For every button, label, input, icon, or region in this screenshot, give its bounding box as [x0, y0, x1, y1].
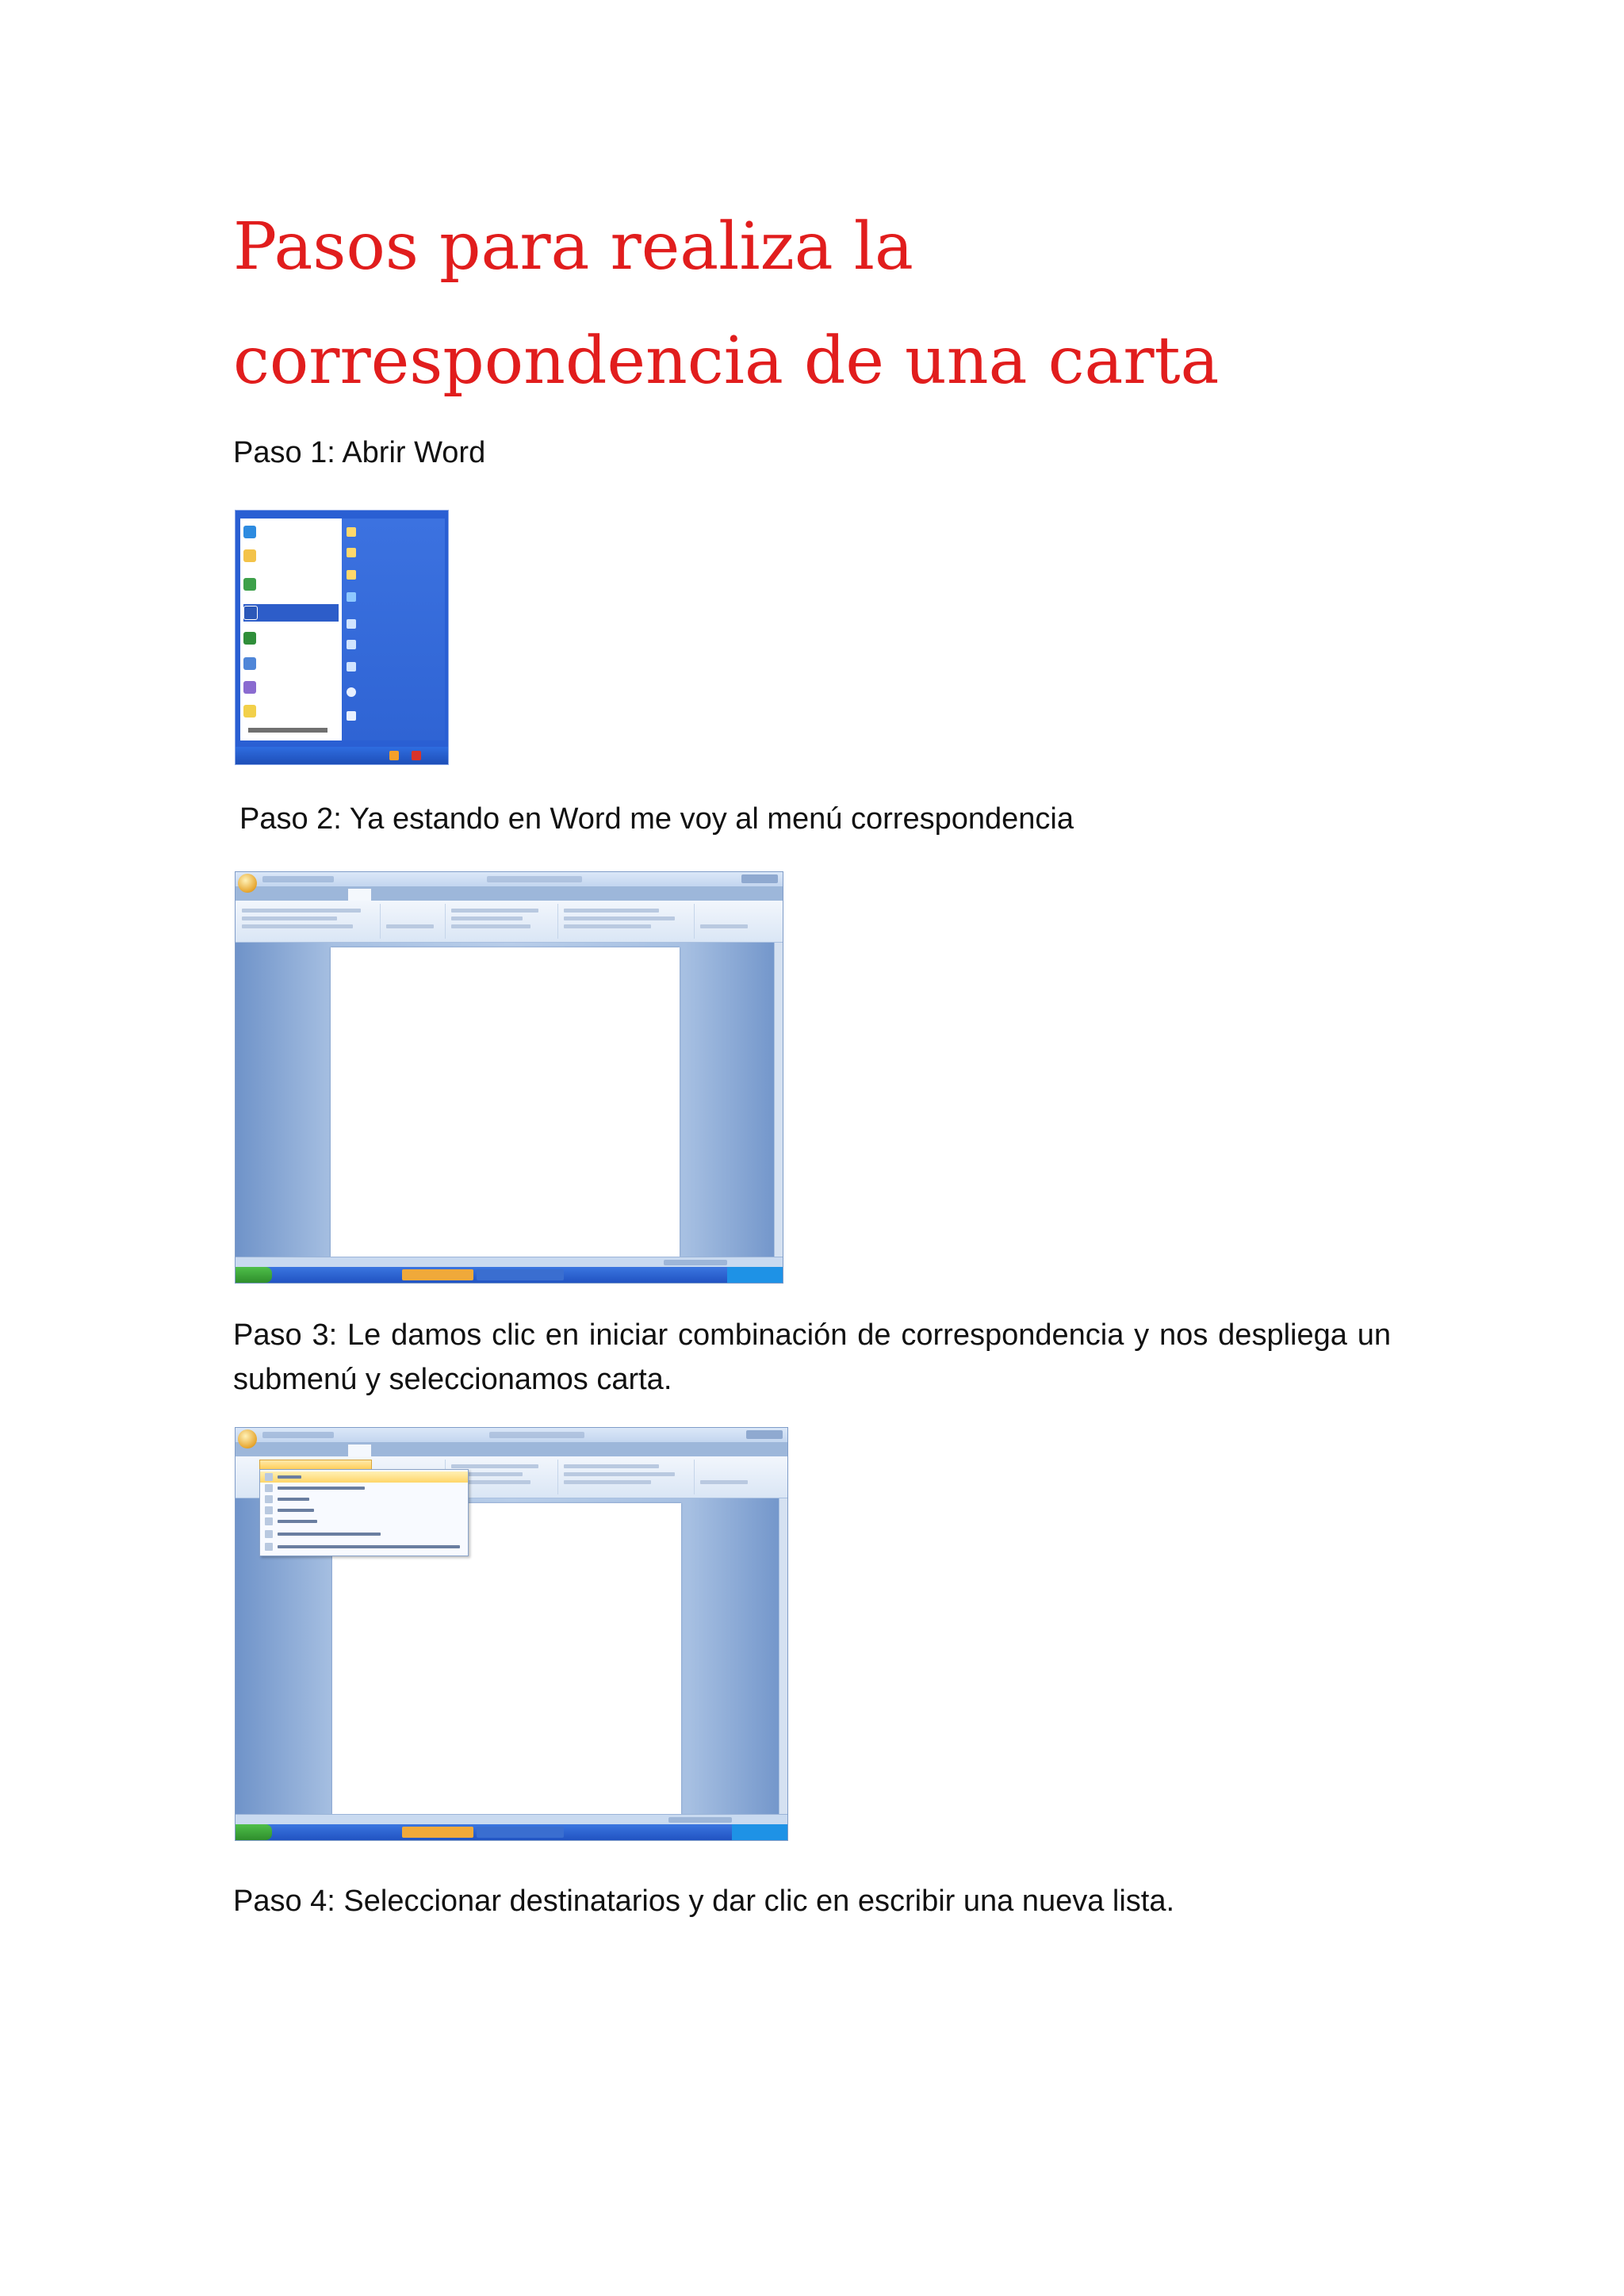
ribbon-group	[695, 904, 775, 939]
start-menu-item	[243, 547, 339, 564]
window-title	[489, 1432, 584, 1438]
vertical-scrollbar	[779, 1498, 787, 1814]
start-menu-item	[243, 629, 339, 647]
letter-icon	[265, 1473, 273, 1481]
ribbon-group	[381, 904, 446, 939]
system-tray	[727, 1267, 783, 1283]
control-panel-icon	[347, 619, 356, 629]
quick-access-toolbar	[262, 1432, 334, 1438]
ribbon-group	[695, 1460, 775, 1494]
taskbar-item	[477, 1269, 564, 1280]
ribbon-tab-correspondencia	[347, 888, 372, 901]
printer-icon	[347, 640, 356, 649]
title-bar	[236, 872, 783, 886]
ribbon-tabs	[262, 1444, 409, 1456]
quick-access-toolbar	[262, 876, 334, 882]
places-item	[347, 590, 440, 604]
vertical-scrollbar	[774, 943, 783, 1257]
start-menu-item	[243, 576, 339, 593]
ribbon-tab-correspondencia	[347, 1444, 372, 1456]
ribbon-tab	[262, 1444, 276, 1456]
places-item	[347, 637, 440, 652]
label-icon	[265, 1506, 273, 1514]
zoom-slider	[668, 1817, 732, 1823]
title-bar	[236, 1428, 787, 1442]
step-1-text: Paso 1: Abrir Word	[233, 436, 486, 469]
zoom-slider	[664, 1260, 727, 1265]
wizard-icon	[265, 1543, 273, 1551]
submenu-item	[260, 1505, 468, 1516]
submenu-item	[260, 1483, 468, 1494]
directory-icon	[265, 1517, 273, 1525]
document-area	[236, 943, 783, 1257]
step-2-text: Paso 2: Ya estando en Word me voy al menú correspondencia	[239, 802, 1074, 836]
window-title	[487, 876, 582, 882]
word-window-screenshot-step2	[235, 871, 783, 1284]
taskbar-item	[402, 1827, 473, 1838]
start-menu-screenshot	[235, 510, 449, 765]
start-menu-item	[243, 702, 339, 720]
start-menu-item	[243, 655, 339, 672]
excel-icon	[243, 632, 256, 645]
normal-document-icon	[265, 1530, 273, 1538]
ribbon-tab	[281, 888, 296, 901]
media-player-icon	[243, 578, 256, 591]
ribbon-tabs	[262, 888, 409, 901]
paint-icon	[243, 705, 256, 718]
step-3-text: Paso 3: Le damos clic en iniciar combinación de correspondencia y nos despliega un submenú y seleccionamos carta.	[233, 1318, 1391, 1396]
office-button-icon	[238, 874, 257, 893]
email-icon	[243, 549, 256, 562]
ribbon-tab	[301, 1444, 320, 1456]
help-icon	[347, 662, 356, 672]
document-title: Pasos para realiza la correspondencia de una carta	[233, 209, 1220, 399]
folder-icon	[347, 527, 356, 537]
envelope-icon	[265, 1495, 273, 1503]
run-icon	[347, 711, 356, 721]
step-4-text: Paso 4: Seleccionar destinatarios y dar clic en escribir una nueva lista.	[233, 1885, 1175, 1918]
files-icon	[243, 681, 256, 694]
window-controls	[741, 874, 778, 883]
ribbon-tab	[325, 1444, 343, 1456]
start-menu-footer	[236, 747, 448, 764]
blank-page	[331, 947, 680, 1257]
system-tray	[732, 1824, 787, 1840]
word-icon	[243, 606, 258, 620]
ribbon-tab	[377, 888, 392, 901]
internet-icon	[243, 526, 256, 538]
start-button	[236, 1267, 272, 1283]
ribbon-tab	[325, 888, 343, 901]
submenu-item-carta	[260, 1471, 468, 1483]
submenu-item	[260, 1516, 468, 1527]
folder-icon	[347, 548, 356, 557]
ribbon-tab	[396, 1444, 409, 1456]
folder-icon	[347, 570, 356, 580]
places-item	[347, 660, 440, 674]
office-button-icon	[238, 1429, 257, 1448]
word-window-screenshot-step3	[235, 1427, 788, 1841]
places-item	[347, 545, 440, 560]
places-item	[347, 709, 440, 723]
start-menu-item-selected	[243, 604, 339, 622]
places-item	[347, 685, 440, 699]
places-item	[347, 568, 440, 582]
start-menu-programs	[240, 519, 342, 740]
log-off-icon	[389, 751, 399, 760]
start-button	[236, 1824, 272, 1840]
ribbon-tab	[301, 888, 320, 901]
windows-taskbar	[236, 1267, 783, 1283]
taskbar-item	[477, 1827, 564, 1838]
places-item	[347, 617, 440, 631]
computer-icon	[347, 592, 356, 602]
window-controls	[746, 1430, 783, 1439]
ribbon	[236, 901, 783, 943]
start-menu-item	[243, 523, 339, 541]
all-programs-label	[248, 728, 327, 733]
ribbon-group	[559, 904, 695, 939]
combinacion-submenu	[259, 1469, 469, 1556]
tour-icon	[243, 657, 256, 670]
ribbon-group	[559, 1460, 695, 1494]
shutdown-icon	[412, 751, 421, 760]
ribbon-group	[237, 904, 381, 939]
taskbar-item	[402, 1269, 473, 1280]
email-icon	[265, 1484, 273, 1492]
submenu-item	[260, 1541, 468, 1552]
ribbon-tab	[377, 1444, 392, 1456]
ribbon-tab	[262, 888, 276, 901]
search-icon	[347, 687, 356, 697]
start-menu-places	[342, 519, 445, 740]
submenu-item	[260, 1494, 468, 1505]
windows-taskbar	[236, 1824, 787, 1840]
submenu-item	[260, 1529, 468, 1540]
ribbon-tab	[396, 888, 409, 901]
ribbon-tab	[281, 1444, 296, 1456]
start-menu-item	[243, 679, 339, 696]
ribbon-group	[446, 904, 558, 939]
places-item	[347, 525, 440, 539]
